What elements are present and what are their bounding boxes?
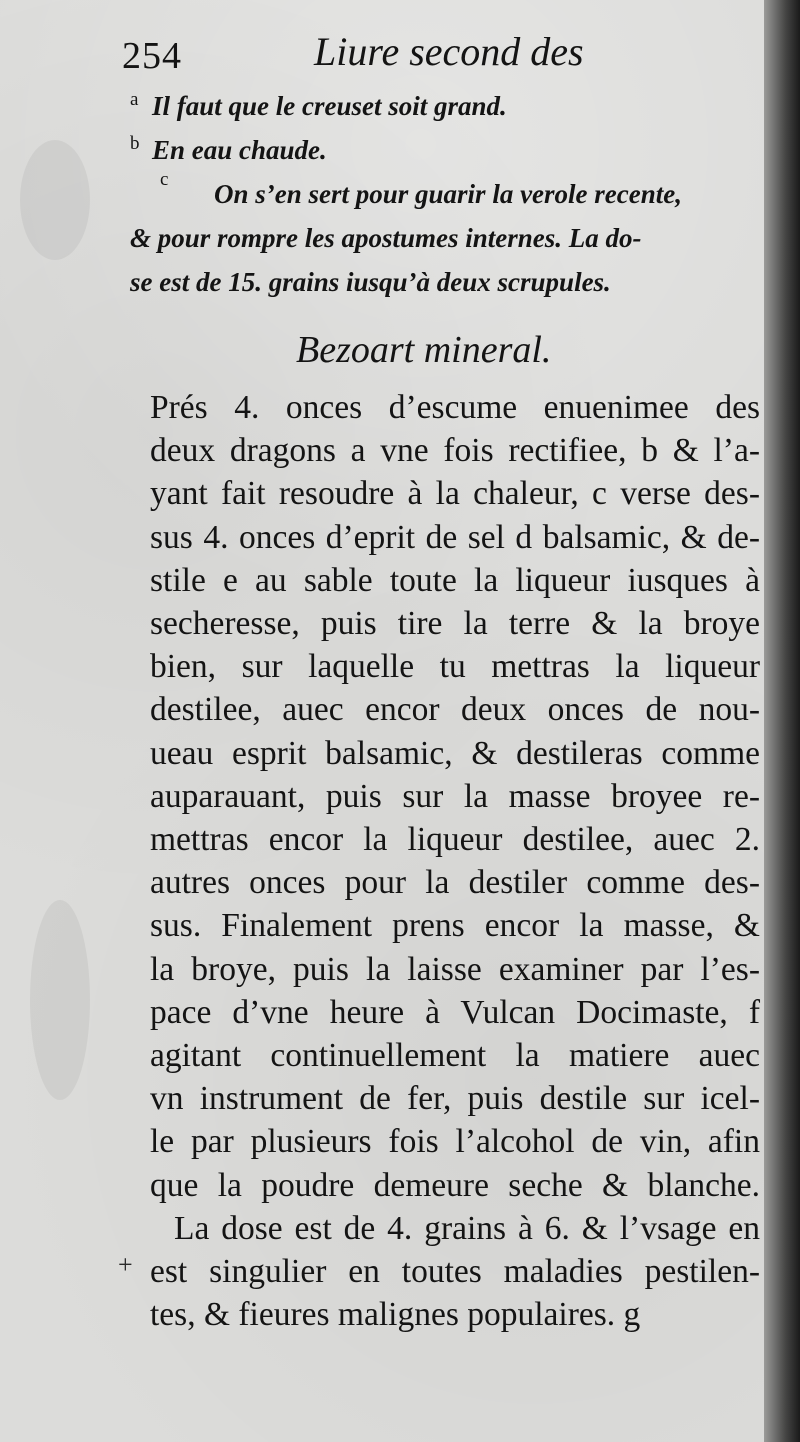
note-line [130,128,760,172]
paper-stain [30,900,90,1100]
body-line: secheresse, puis tire la terre & la broye [150,605,760,643]
body-line: autres onces pour la destiler comme des- [150,864,760,902]
running-title: Liure second des [314,29,584,74]
margin-mark: + [118,1250,133,1279]
body-line: mettras encor la liqueur destilee, auec 2. [150,821,760,859]
note-text: En eau chaude. [152,135,327,165]
body-line: auparauant, puis sur la masse broyee re- [150,777,760,815]
body-line: le par plusieurs fois l’alcohol de vin, afin [150,1123,760,1161]
note-text: On s’en sert pour guarir la verole recente, [214,179,682,209]
body-line: deux dragons a vne fois rectifiee, b & l’a- [150,432,760,470]
body-line: yant fait resoudre à la chaleur, c verse des- [150,475,760,513]
body-line: vn instrument de fer, puis destile sur icel- [150,1080,760,1118]
body-line: agitant continuellement la matiere auec [150,1037,760,1075]
note-line [130,84,760,128]
note-marker: a [130,89,139,110]
section-title: Bezoart mineral. [296,329,552,371]
body-line: est singulier en toutes maladies pestilen- [150,1253,760,1291]
body-line: La dose est de 4. grains à 6. & l’vsage en [174,1209,760,1247]
body-line: pace d’vne heure à Vulcan Docimaste, f [150,993,760,1031]
body-text [150,386,760,1336]
page-edge-shadow [764,0,800,1442]
note-text: Il faut que le creuset soit grand. [152,91,507,121]
note-text: & pour rompre les apostumes internes. La do- [130,223,642,253]
note-marker: c [160,169,169,190]
body-line: sus 4. onces d’eprit de sel d balsamic, & de- [150,518,760,556]
body-line: que la poudre demeure seche & blanche. [150,1166,760,1204]
body-line: la broye, puis la laisse examiner par l’es- [150,950,760,988]
body-line: bien, sur laquelle tu mettras la liqueur [150,648,760,686]
page-number: 254 [122,35,182,77]
note-line [130,169,760,216]
page-header [122,28,622,84]
body-line: destilee, auec encor deux onces de nou- [150,691,760,729]
note-line [130,216,760,260]
body-line: Prés 4. onces d’escume enuenimee des [150,389,760,426]
body-line: sus. Finalement prens encor la masse, & [150,907,760,945]
marginal-notes [130,84,760,304]
body-line: tes, & fieures malignes populaires. g [150,1296,641,1334]
note-marker: b [130,133,140,154]
body-line: stile e au sable toute la liqueur iusques à [150,561,760,599]
note-line [130,260,760,304]
note-text: se est de 15. grains iusqu’à deux scrupules. [130,267,611,297]
body-line: ueau esprit balsamic, & destileras comme [150,734,760,772]
paper-stain [20,140,90,260]
